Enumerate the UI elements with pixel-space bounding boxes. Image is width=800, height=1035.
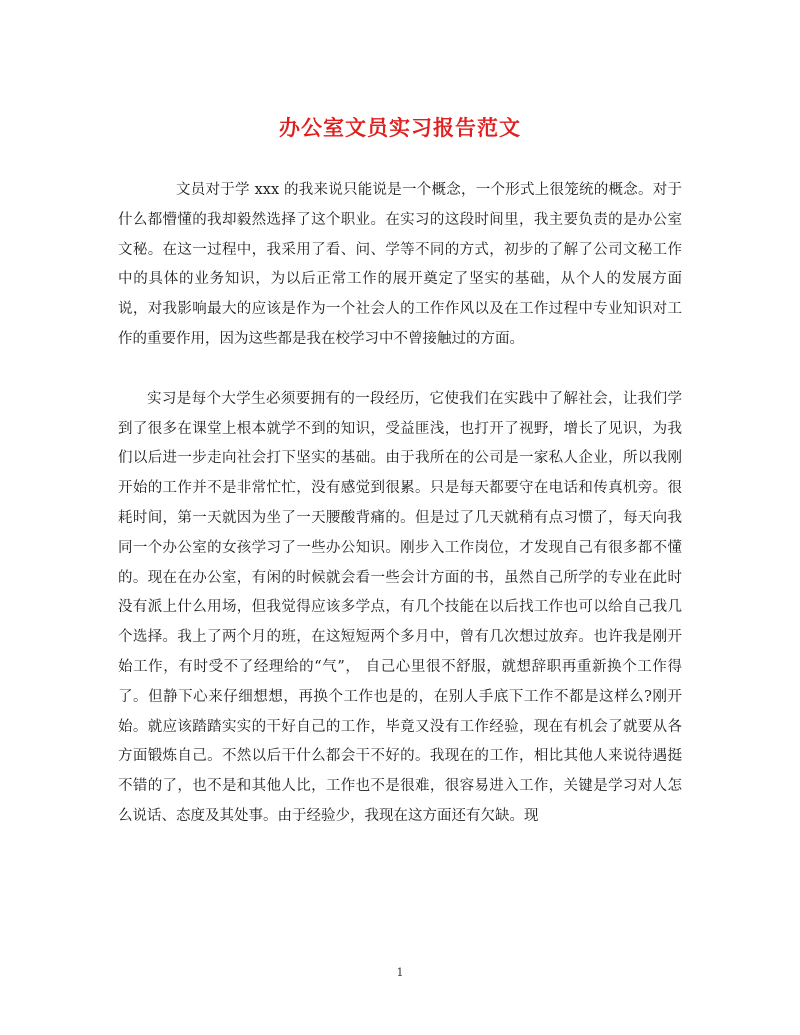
paragraph-gap	[118, 355, 682, 385]
document-body	[118, 176, 682, 832]
paragraph-2: 实习是每个大学生必须要拥有的一段经历，它使我们在实践中了解社会，让我们学到了很多在课堂上根本就学不到的知识，受益匪浅，也打开了视野，增长了见识，为我们以后进一步走向社会打下坚实的基础。由于我所在的公司是一家私人企业，所以我刚开始的工作并不是非常忙忙，没有感觉到很累。只是每天都要守在电话和传真机旁。很耗时间，第一天就因为坐了一天腰酸背痛的。但是过了几天就稍有点习惯了，每天向我同一个办公室的女孩学习了一些办公知识。刚步入工作岗位，才发现自己有很多都不懂的。现在在办公室，有闲的时候就会看一些会计方面的书，虽然自己所学的专业在此时没有派上什么用场，但我觉得应该多学点，有几个技能在以后找工作也可以给自己我几个选择。我上了两个月的班，在这短短两个多月中，曾有几次想过放弃。也许我是刚开始工作，有时受不了经理给的“气”， 自己心里很不舒服，就想辞职再重新换个工作得了。但静下心来仔细想想，再换个工作也是的，在别人手底下工作不都是这样么?刚开始。就应该踏踏实实的干好自己的工作，毕竟又没有工作经验，现在有机会了就要从各方面锻炼自己。不然以后干什么都会干不好的。我现在的工作，相比其他人来说待遇挺不错的了，也不是和其他人比，工作也不是很难，很容易进入工作，关键是学习对人怎么说话、态度及其处事。由于经验少，我现在这方面还有欠缺。现	[118, 390, 682, 824]
document-title: 办公室文员实习报告范文	[279, 115, 521, 140]
page-number: 1	[396, 966, 404, 979]
paragraph-1: 文员对于学 xxx 的我来说只能说是一个概念，一个形式上很笼统的概念。对于什么都懵懂的我却毅然选择了这个职业。在实习的这段时间里，我主要负责的是办公室文秘。在这一过程中，我采用了看、问、学等不同的方式，初步的了解了公司文秘工作中的具体的业务知识，为以后正常工作的展开奠定了坚实的基础，从个人的发展方面说，对我影响最大的应该是作为一个社会人的工作作风以及在工作过程中专业知识对工作的重要作用，因为这些都是我在校学习中不曾接触过的方面。	[118, 182, 682, 347]
